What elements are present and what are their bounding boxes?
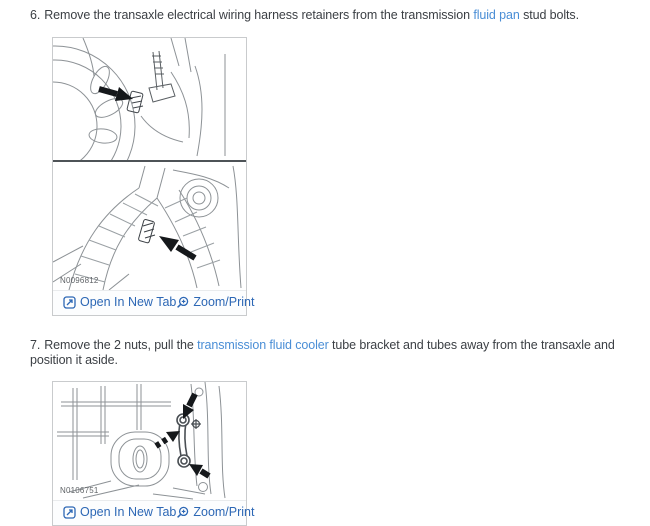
- figure-1-footer: [53, 290, 255, 315]
- step-6: [30, 8, 640, 23]
- retainer-clip-top: [127, 91, 143, 113]
- figure-2-diagram: [53, 382, 246, 500]
- wiring-harness-retainer-diagram: [53, 38, 246, 290]
- zoom-print-link[interactable]: [176, 295, 254, 310]
- open-in-new-tab-label: Open In New Tab: [80, 505, 177, 519]
- panel-divider: [53, 160, 246, 162]
- arrow-indicator-dashed-pull-direction: [156, 431, 180, 446]
- figure-2-id-label: N0106751: [60, 486, 99, 495]
- step-7-number: 7.: [30, 338, 41, 352]
- cooler-tube-bracket: [177, 414, 201, 467]
- magnifier-plus-icon: [176, 506, 189, 519]
- step-6-number: 6.: [30, 8, 41, 22]
- open-in-new-tab-link[interactable]: [63, 505, 176, 520]
- open-in-new-tab-link[interactable]: [63, 295, 176, 310]
- figure-box-1: [52, 37, 255, 316]
- transmission-fluid-cooler-link[interactable]: transmission fluid cooler: [197, 338, 329, 352]
- step-7: [30, 338, 640, 368]
- figure-2-footer: [53, 500, 255, 525]
- figure-2-artwork: [57, 382, 225, 499]
- step-7-text-after: tube bracket and tubes away from the transaxle and position it aside.: [30, 338, 615, 367]
- open-in-new-tab-icon: [63, 296, 76, 309]
- open-in-new-tab-icon: [63, 506, 76, 519]
- figure-1-top-panel: [53, 38, 225, 206]
- figure-1-id-label: N0096812: [60, 276, 99, 285]
- figure-box-2: [52, 381, 255, 526]
- figure-1-diagram: [53, 38, 246, 290]
- open-in-new-tab-label: Open In New Tab: [80, 295, 177, 309]
- figure-1-bottom-panel: [53, 166, 241, 290]
- retainer-clip-bottom: [138, 219, 155, 243]
- step-6-text-after: stud bolts.: [519, 8, 579, 22]
- zoom-print-label: Zoom/Print: [193, 295, 255, 309]
- magnifier-plus-icon: [176, 296, 189, 309]
- zoom-print-link[interactable]: [176, 505, 254, 520]
- step-6-text-before: Remove the transaxle electrical wiring harness retainers from the transmission: [44, 8, 474, 22]
- arrow-indicator-lower-nut: [189, 464, 209, 476]
- zoom-print-label: Zoom/Print: [193, 505, 255, 519]
- fluid-pan-link[interactable]: fluid pan: [473, 8, 520, 22]
- fluid-cooler-tube-bracket-diagram: [53, 382, 246, 500]
- arrow-indicator-bottom: [159, 236, 195, 258]
- step-7-text-before: Remove the 2 nuts, pull the: [44, 338, 198, 352]
